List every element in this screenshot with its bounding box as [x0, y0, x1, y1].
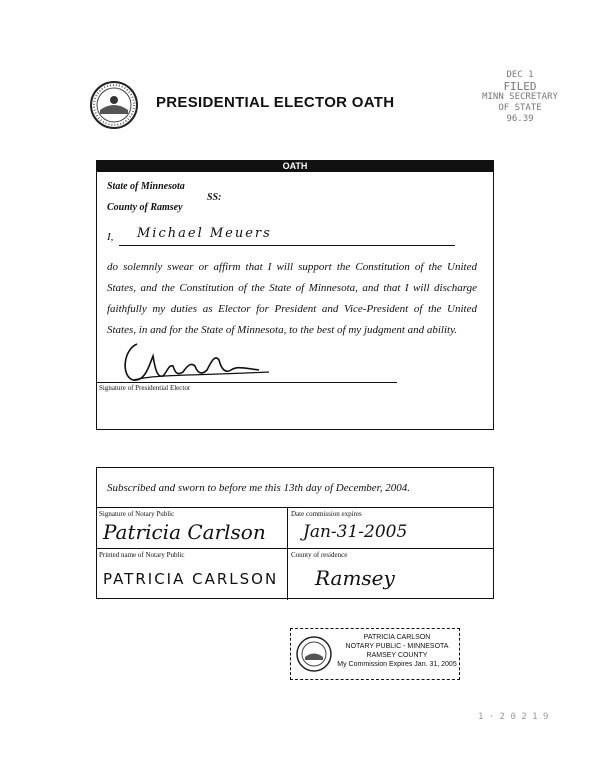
elector-name-handwriting: Michael Meuers [137, 226, 272, 241]
notary-stamp-text [337, 633, 457, 669]
notary-signature-handwriting: Patricia Carlson [103, 520, 266, 544]
notary-stamp-line: RAMSEY COUNTY [366, 652, 428, 659]
subscribed-statement: Subscribed and sworn to before me this 13th day of December, 2004. [107, 482, 410, 494]
county-residence-label: County of residence [291, 551, 348, 559]
page-title: PRESIDENTIAL ELECTOR OATH [156, 94, 395, 111]
elector-signature-line [97, 382, 397, 383]
notary-seal-icon [295, 635, 333, 673]
filed-stamp-line: 96.39 [506, 114, 534, 124]
notary-stamp-line: My Commission Expires Jan. 31, 2005 [337, 661, 457, 668]
footer-mark: 1 · 2 0 2 1 9 [478, 712, 549, 722]
printed-name-handwriting: PATRICIA CARLSON [103, 570, 279, 588]
notary-section [96, 467, 494, 599]
filed-stamp-line: MINN SECRETARY [482, 92, 558, 102]
printed-name-label: Printed name of Notary Public [99, 551, 185, 559]
notary-divider [97, 507, 493, 508]
filed-stamp [470, 70, 570, 140]
filed-stamp-line: DEC 1 [506, 70, 534, 80]
state-seal-icon [84, 80, 144, 130]
oath-section [96, 160, 494, 430]
notary-stamp [290, 628, 460, 680]
elector-name-line [119, 245, 455, 246]
venue-county: County of Ramsey [107, 202, 183, 213]
elector-signature [119, 336, 279, 386]
filed-stamp-line: FILED [503, 80, 537, 93]
notary-stamp-line: NOTARY PUBLIC - MINNESOTA [345, 643, 449, 650]
venue-ss: SS: [207, 192, 222, 203]
notary-divider [97, 548, 493, 549]
oath-intro: I, [107, 231, 114, 243]
commission-expires-handwriting: Jan-31-2005 [303, 522, 408, 542]
oath-header: OATH [97, 161, 493, 172]
county-residence-handwriting: Ramsey [315, 566, 395, 590]
elector-signature-caption: Signature of Presidential Elector [99, 384, 191, 392]
commission-expires-label: Date commission expires [291, 510, 362, 518]
oath-text: do solemnly swear or affirm that I will support the Constitution of the United States, and the Constitution of the State of Minnesota, and that I will discharge faithfully my duties as Elector for President and Vice-President of the United States, in and for the State of Minnesota, to the best of my judgment and ability. [107, 261, 477, 336]
notary-stamp-line: PATRICIA CARLSON [363, 634, 431, 641]
filed-stamp-line: OF STATE [498, 103, 542, 113]
venue-state: State of Minnesota [107, 181, 185, 192]
notary-signature-label: Signature of Notary Public [99, 510, 175, 518]
notary-divider [287, 507, 288, 600]
